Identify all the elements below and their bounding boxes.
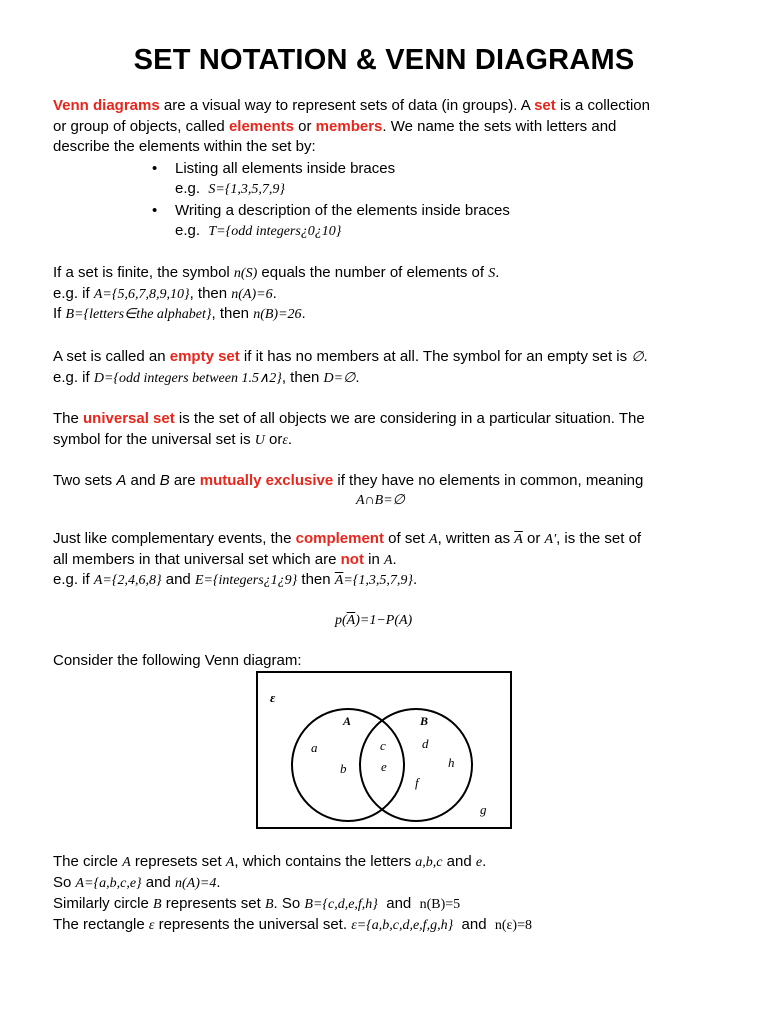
bullet-text: Writing a description of the elements inside braces (175, 202, 510, 219)
epsilon-symbol: ε (282, 433, 288, 448)
label-a: A (343, 714, 352, 728)
math-expression: D=∅ (323, 371, 356, 386)
bullet-example: e.g. S={1,3,5,7,9} (175, 180, 286, 197)
intro-line-3: describe the elements within the set by: (53, 138, 316, 155)
math-expression: n(S) (233, 266, 258, 281)
universal-line-1: The universal set is the set of all objects we are considering in a particular situation. The (53, 410, 645, 427)
intro-text: or group of objects, called (53, 118, 229, 135)
math-expression: S={1,3,5,7,9} (208, 182, 286, 197)
venn-diagram (256, 671, 512, 829)
mutual-line-1: Two sets A and B are mutually exclusive if they have no elements in common, meaning (53, 472, 644, 489)
complement-line-3: e.g. if A={2,4,6,8} and E={integers¿1¿9} then $\overline{A}=\{1,3,5,7,9\}$. (53, 571, 418, 588)
intro-line-1 (53, 96, 650, 116)
math-expression: B={letters∈the alphabet} (65, 307, 212, 322)
term-elements: elements (228, 118, 294, 135)
finite-line-1: If a set is finite, the symbol n(S) equals the number of elements of S. (53, 264, 500, 281)
intro-text: or (293, 118, 316, 135)
term-complement: complement (295, 530, 384, 547)
intro-text: . We name the sets with letters and (382, 118, 617, 135)
element-a: a (311, 740, 318, 755)
complement-line-2: all members in that universal set which are not in A. (53, 551, 397, 568)
term-universal-set: universal set (83, 410, 175, 427)
complement-formula: $p(\overline{A})=1-P(A)$ (335, 613, 413, 628)
consider-text: Consider the following Venn diagram: (53, 652, 302, 669)
term-set: set (534, 97, 556, 114)
term-venn-diagrams: Venn diagrams (53, 97, 160, 114)
explain-line-2: So A={a,b,c,e} and n(A)=4. (53, 874, 221, 891)
math-expression: S (488, 266, 496, 281)
math-expression: A={5,6,7,8,9,10} (93, 287, 190, 302)
element-f: f (415, 775, 419, 790)
intro-line-2 (53, 117, 616, 137)
explain-line-3: Similarly circle B represents set B. So B={c,d,e,f,h} and n(B)=5 (53, 895, 461, 912)
element-b: b (340, 761, 347, 776)
complement-line-1: Just like complementary events, the complement of set A, written as $\overline{A}$ or A', is the set of (53, 530, 642, 547)
circle-b (360, 709, 472, 821)
math-expression: n(A)=6 (231, 287, 273, 302)
page-title: SET NOTATION & VENN DIAGRAMS (133, 44, 635, 76)
universal-line-2: symbol for the universal set is U orε. (53, 431, 293, 448)
element-c: c (380, 738, 386, 753)
explain-line-4: The rectangle ε represents the universal set. ε={a,b,c,d,e,f,g,h} and n(ε)=8 (53, 916, 532, 933)
term-empty-set: empty set (169, 348, 240, 365)
explain-line-1: The circle A represets set A, which contains the letters a,b,c and e. (53, 853, 487, 870)
element-h: h (448, 755, 455, 770)
bullet-dot: • (152, 202, 158, 219)
term-mutually-exclusive: mutually exclusive (199, 472, 334, 489)
element-e: e (381, 759, 387, 774)
term-members: members (315, 118, 383, 135)
intro-text: is a collection (555, 97, 650, 114)
math-expression: T={odd integers¿0¿10} (208, 224, 342, 239)
math-expression: n(B)=26 (253, 307, 302, 322)
finite-line-2: e.g. if A={5,6,7,8,9,10}, then n(A)=6. (53, 285, 277, 302)
mutual-equation: A∩B=∅ (356, 493, 405, 508)
label-b: B (420, 714, 429, 728)
finite-line-3: If B={letters∈the alphabet}, then n(B)=26. (53, 305, 306, 322)
empty-line-1: A set is called an empty set if it has no members at all. The symbol for an empty set is ∅. (53, 348, 648, 365)
empty-line-2: e.g. if D={odd integers between 1.5∧2}, then D=∅. (53, 369, 360, 386)
math-expression: U (254, 433, 265, 448)
intro-text: are a visual way to represent sets of data (in groups). A (159, 97, 535, 114)
math-expression: D={odd integers between 1.5∧2} (93, 371, 282, 386)
bullet-example: e.g. T={odd integers¿0¿10} (175, 222, 342, 239)
label-epsilon: ε (270, 690, 276, 705)
element-g: g (480, 802, 487, 817)
bullet-text: Listing all elements inside braces (175, 160, 396, 177)
bullet-dot: • (152, 160, 158, 177)
a-bar-symbol: $\overline{A}$ (514, 532, 523, 547)
element-d: d (422, 736, 429, 751)
term-not: not (340, 551, 364, 568)
empty-set-symbol: ∅ (631, 350, 644, 365)
